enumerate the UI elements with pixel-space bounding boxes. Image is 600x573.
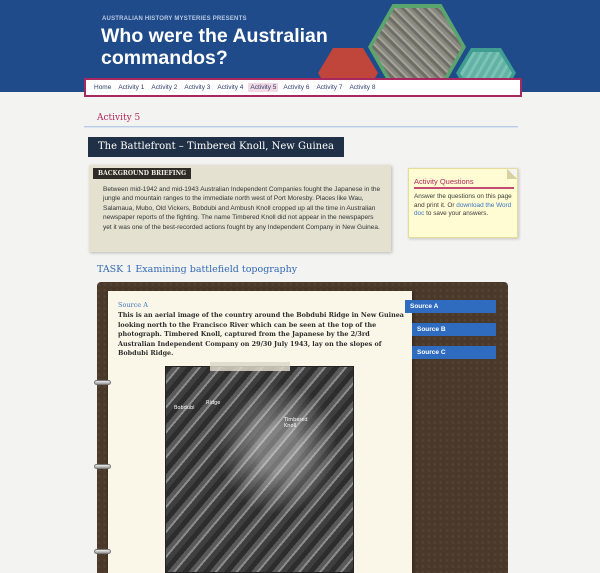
binder-ring-icon [94, 464, 111, 469]
section-divider [84, 126, 518, 128]
download-word-doc-link[interactable]: download the Word doc [414, 201, 512, 217]
task-heading: TASK 1 Examining battlefield topography [97, 264, 298, 275]
questions-text [414, 193, 516, 219]
source-b-tab[interactable]: Source B [412, 323, 496, 336]
nav-item-home[interactable]: Home [94, 84, 112, 91]
nav-item-activity-1[interactable]: Activity 1 [118, 84, 145, 91]
nav-item-activity-8[interactable]: Activity 8 [349, 84, 376, 91]
background-briefing-card [89, 165, 391, 252]
source-description: This is an aerial image of the country around the Bobdubi Ridge in New Guinea looking north to the Francisco River which can be seen at the top of the photograph. Timbered Knoll, captured from the Japanese by the 2/3rd Australian Independent Company on 29/30 July 1943, lay on the slopes of Bobdubi Ridge. [118, 311, 404, 358]
source-a-tab[interactable]: Source A [405, 300, 496, 313]
binder-ring-icon [94, 380, 111, 385]
questions-text-before: Answer the questions on this page and print it. Or [414, 193, 512, 209]
briefing-label: BACKGROUND BRIEFING [93, 168, 191, 179]
main-nav [84, 78, 522, 97]
nav-item-activity-2[interactable]: Activity 2 [151, 84, 178, 91]
page-fold-corner [507, 169, 517, 179]
questions-text-after: to save your answers. [424, 210, 489, 217]
nav-item-activity-6[interactable]: Activity 6 [283, 84, 310, 91]
photo-label-ridge: Ridge [206, 400, 221, 406]
aerial-photograph [165, 366, 354, 573]
activity-questions-note [408, 168, 518, 238]
source-title: Source A [118, 301, 148, 309]
page-title: The Battlefront – Timbered Knoll, New Guinea [88, 137, 344, 157]
photo-label-bobdubi: Bobdubi [174, 405, 195, 411]
presents-label: AUSTRALIAN HISTORY MYSTERIES PRESENTS [102, 16, 247, 22]
binder-ring-icon [94, 549, 111, 554]
source-c-tab[interactable]: Source C [412, 346, 496, 359]
site-title[interactable]: Who were the Australian commandos? [101, 25, 328, 69]
nav-item-activity-4[interactable]: Activity 4 [217, 84, 244, 91]
activity-heading: Activity 5 [97, 113, 141, 123]
nav-item-activity-7[interactable]: Activity 7 [316, 84, 343, 91]
photo-label-timbered-knoll: Timbered Knoll [284, 417, 308, 429]
nav-item-activity-3[interactable]: Activity 3 [184, 84, 211, 91]
questions-title: Activity Questions [414, 177, 474, 186]
tape-strip [210, 362, 290, 371]
briefing-text: Between mid-1942 and mid-1943 Australian Independent Companies fought the Japanese in the jungle and mountain ranges to the immediate north west of Port Moresby. Places like Wau, Salamaua, Mubo, Old Vickers, Bobdubi and Ambush Knoll cropped up all the time in Australian newspaper reports of the fighting. The name Timbered Knoll did not appear in the newspapers yet it was one of the best-recorded actions fought by any Independent Company in New Guinea. [103, 186, 381, 231]
nav-item-activity-5[interactable]: Activity 5 [250, 84, 277, 91]
questions-underline [414, 187, 514, 189]
